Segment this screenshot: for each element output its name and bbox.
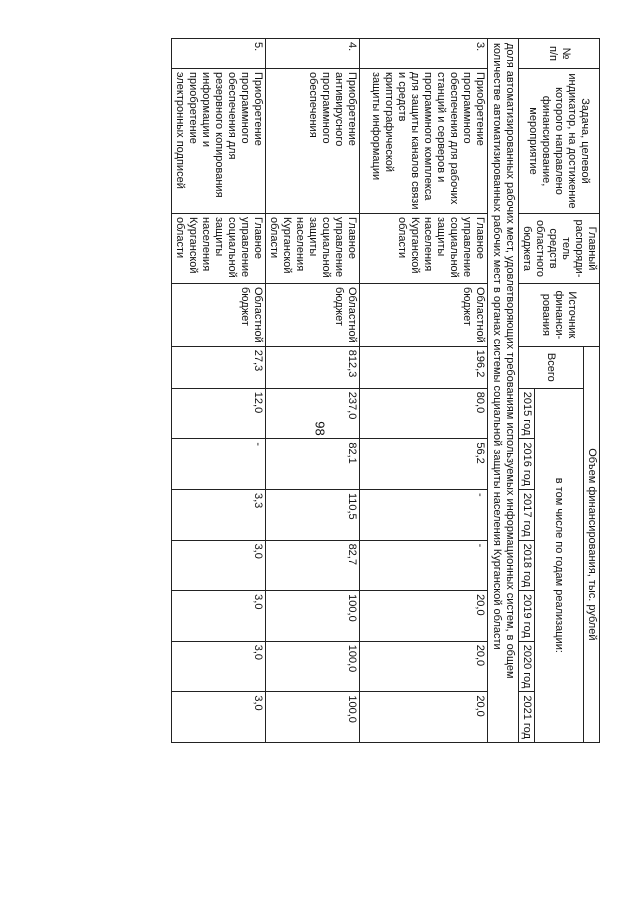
header-year: 2019 год (519, 591, 535, 642)
year-value-cell: 100,0 (266, 692, 360, 743)
task-title: доля автоматизированных рабочих мест, удовлетворяющих требованиям используемых информационных систем, в общем количестве автоматизированных рабочих мест в органах системы социальной защиты населения Курганской области (488, 39, 519, 743)
year-value-cell: 110,5 (266, 489, 360, 540)
activity-cell: Приобретение антивирусного программного обеспечения (266, 69, 360, 214)
row-number: 4. (266, 39, 360, 69)
total-cell: 196,2 (360, 346, 488, 388)
year-value-cell: - (172, 439, 266, 490)
header-year: 2020 год (519, 641, 535, 692)
year-value-cell: 82,7 (266, 540, 360, 591)
header-source: Источник финанси-рования (519, 284, 600, 347)
task-title-row (488, 39, 519, 743)
activity-cell: Приобретение программного обеспечения для рабочих станций и серверов и программного комплекса для защиты каналов связи и средств криптографической защиты информации (360, 69, 488, 214)
year-value-cell: 82,1 (266, 439, 360, 490)
row-number: 3. (360, 39, 488, 69)
year-value-cell: 3,0 (172, 692, 266, 743)
header-year: 2021 год (519, 692, 535, 743)
year-value-cell: - (360, 540, 488, 591)
year-value-cell: 237,0 (266, 388, 360, 439)
financing-table (171, 38, 600, 743)
page-number: 98 (312, 421, 328, 436)
manager-cell: Главное управление социальной защиты населения Курганской области (172, 214, 266, 284)
header-year: 2018 год (519, 540, 535, 591)
table-row (360, 39, 488, 743)
manager-cell: Главное управление социальной защиты населения Курганской области (360, 214, 488, 284)
header-task: Задача, целевой индикатор, на достижение которого направлено финансирование, мероприятие (519, 69, 600, 214)
source-cell: Областной бюджет (266, 284, 360, 347)
table-row (172, 39, 266, 743)
year-value-cell: 3,0 (172, 591, 266, 642)
year-value-cell: 56,2 (360, 439, 488, 490)
header-by-years: в том числе по годам реализации: (535, 388, 584, 742)
year-value-cell: - (360, 489, 488, 540)
header-year: 2017 год (519, 489, 535, 540)
header-manager: Главный распоряди-тель средств областного бюджета (519, 214, 600, 284)
total-cell: 27,3 (172, 346, 266, 388)
source-cell: Областной бюджет (360, 284, 488, 347)
year-value-cell: 100,0 (266, 591, 360, 642)
header-no: № п/п (519, 39, 600, 69)
year-value-cell: 20,0 (360, 692, 488, 743)
year-value-cell: 12,0 (172, 388, 266, 439)
source-cell: Областной бюджет (172, 284, 266, 347)
year-value-cell: 80,0 (360, 388, 488, 439)
year-value-cell: 3,3 (172, 489, 266, 540)
header-total: Всего (519, 346, 584, 388)
total-cell: 812,3 (266, 346, 360, 388)
year-value-cell: 3,0 (172, 641, 266, 692)
header-year: 2015 год (519, 388, 535, 439)
header-year: 2016 год (519, 439, 535, 490)
table-row (266, 39, 360, 743)
year-value-cell: 100,0 (266, 641, 360, 692)
header-volume: Объем финансирования, тыс. рублей (584, 346, 600, 742)
header-row-1 (584, 39, 600, 743)
manager-cell: Главное управление социальной защиты населения Курганской области (266, 214, 360, 284)
row-number: 5. (172, 39, 266, 69)
year-value-cell: 20,0 (360, 641, 488, 692)
year-value-cell: 20,0 (360, 591, 488, 642)
activity-cell: Приобретение программного обеспечения для резервного копирования информации и приобретение электронных подписей (172, 69, 266, 214)
year-value-cell: 3,0 (172, 540, 266, 591)
